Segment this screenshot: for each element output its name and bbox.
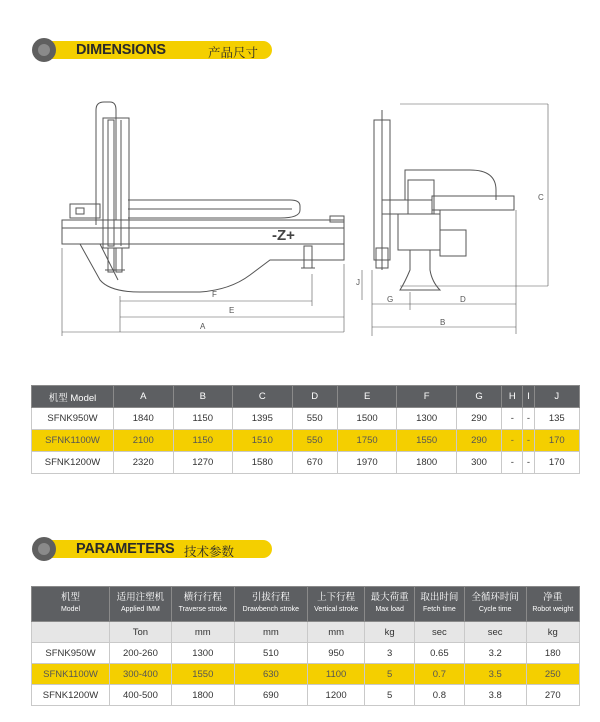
cell: 250	[526, 664, 579, 685]
col-header: H	[502, 386, 523, 408]
cell: 690	[234, 685, 307, 706]
cell: 2100	[114, 430, 174, 452]
cell: SFNK1100W	[32, 664, 110, 685]
cell: -	[502, 430, 523, 452]
unit-cell: Ton	[110, 622, 172, 643]
cell: -	[502, 452, 523, 474]
cell: 1500	[337, 408, 397, 430]
cell: 630	[234, 664, 307, 685]
cell: 200-260	[110, 643, 172, 664]
col-header: 机型 Model	[32, 386, 114, 408]
unit-cell	[32, 622, 110, 643]
cell: 1300	[171, 643, 234, 664]
cell: 510	[234, 643, 307, 664]
cell: 1550	[397, 430, 457, 452]
cell: 1970	[337, 452, 397, 474]
cell: 1395	[233, 408, 293, 430]
unit-cell: mm	[234, 622, 307, 643]
table-row	[32, 408, 580, 430]
col-header: G	[456, 386, 501, 408]
cell: 1200	[307, 685, 364, 706]
col-header: I	[523, 386, 534, 408]
cell: 1150	[173, 430, 233, 452]
dimensions-title: DIMENSIONS	[76, 42, 166, 58]
table-row-highlighted	[32, 664, 580, 685]
dim-label-b: B	[440, 318, 446, 327]
cell: 0.7	[415, 664, 465, 685]
cell: 1150	[173, 408, 233, 430]
table-row	[32, 452, 580, 474]
dim-label-c: C	[538, 193, 544, 202]
dimensions-table	[31, 385, 580, 474]
cell: 550	[292, 430, 337, 452]
col-header: C	[233, 386, 293, 408]
parameters-table	[31, 586, 580, 706]
parameters-title: PARAMETERS	[76, 541, 175, 557]
z-axis-label: -Z+	[272, 227, 295, 244]
cell: 3.8	[464, 685, 526, 706]
cell: SFNK1200W	[32, 452, 114, 474]
bullet-icon	[32, 537, 56, 561]
cell: 0.65	[415, 643, 465, 664]
bullet-icon	[32, 38, 56, 62]
cell: 5	[365, 685, 415, 706]
cell: 2320	[114, 452, 174, 474]
cell: -	[502, 408, 523, 430]
cell: 5	[365, 664, 415, 685]
cell: 170	[534, 430, 579, 452]
parameters-header	[32, 537, 272, 561]
dimensions-title-cn: 产品尺寸	[208, 46, 259, 60]
dim-label-j: J	[356, 278, 360, 287]
col-header: 横行行程 Traverse stroke	[171, 587, 234, 622]
cell: 1840	[114, 408, 174, 430]
dim-label-f: F	[212, 290, 217, 299]
cell: 3.2	[464, 643, 526, 664]
cell: 1800	[171, 685, 234, 706]
cell: 3.5	[464, 664, 526, 685]
unit-cell: kg	[365, 622, 415, 643]
dim-label-g: G	[387, 295, 394, 304]
unit-cell: mm	[307, 622, 364, 643]
col-header: 上下行程 Vertical stroke	[307, 587, 364, 622]
cell: 180	[526, 643, 579, 664]
cell: 1550	[171, 664, 234, 685]
col-header: E	[337, 386, 397, 408]
col-header: 全循环时间 Cycle time	[464, 587, 526, 622]
cell: 300-400	[110, 664, 172, 685]
cell: SFNK950W	[32, 643, 110, 664]
table-row	[32, 685, 580, 706]
cell: 300	[456, 452, 501, 474]
parameters-title-cn: 技术参数	[184, 545, 235, 559]
col-header: 机型 Model	[32, 587, 110, 622]
unit-cell: sec	[415, 622, 465, 643]
cell: 1300	[397, 408, 457, 430]
cell: SFNK1200W	[32, 685, 110, 706]
dimensions-header	[32, 38, 272, 62]
cell: 3	[365, 643, 415, 664]
cell: 290	[456, 430, 501, 452]
col-header: D	[292, 386, 337, 408]
cell: 400-500	[110, 685, 172, 706]
col-header: B	[173, 386, 233, 408]
cell: 290	[456, 408, 501, 430]
table-header-row	[32, 587, 580, 622]
units-row	[32, 622, 580, 643]
unit-cell: kg	[526, 622, 579, 643]
col-header: F	[397, 386, 457, 408]
table-row	[32, 643, 580, 664]
cell: SFNK950W	[32, 408, 114, 430]
cell: 1510	[233, 430, 293, 452]
cell: 1580	[233, 452, 293, 474]
cell: 550	[292, 408, 337, 430]
unit-cell: sec	[464, 622, 526, 643]
cell: 135	[534, 408, 579, 430]
cell: 1750	[337, 430, 397, 452]
table-row-highlighted	[32, 430, 580, 452]
col-header: 引拔行程 Drawbench stroke	[234, 587, 307, 622]
cell: SFNK1100W	[32, 430, 114, 452]
dim-label-e: E	[229, 306, 235, 315]
col-header: 净重 Robot weight	[526, 587, 579, 622]
cell: -	[523, 452, 534, 474]
cell: 1100	[307, 664, 364, 685]
col-header: 最大荷重 Max load	[365, 587, 415, 622]
cell: 0.8	[415, 685, 465, 706]
col-header: J	[534, 386, 579, 408]
cell: 1800	[397, 452, 457, 474]
dim-label-d: D	[460, 295, 466, 304]
col-header: A	[114, 386, 174, 408]
col-header: 取出时间 Fetch time	[415, 587, 465, 622]
cell: 950	[307, 643, 364, 664]
cell: -	[523, 430, 534, 452]
cell: 270	[526, 685, 579, 706]
dim-label-a: A	[200, 322, 206, 331]
col-header: 适用注塑机 Applied IMM	[110, 587, 172, 622]
table-header-row	[32, 386, 580, 408]
technical-drawing	[0, 70, 600, 370]
cell: 1270	[173, 452, 233, 474]
cell: 170	[534, 452, 579, 474]
unit-cell: mm	[171, 622, 234, 643]
cell: 670	[292, 452, 337, 474]
front-view	[62, 102, 344, 336]
cell: -	[523, 408, 534, 430]
